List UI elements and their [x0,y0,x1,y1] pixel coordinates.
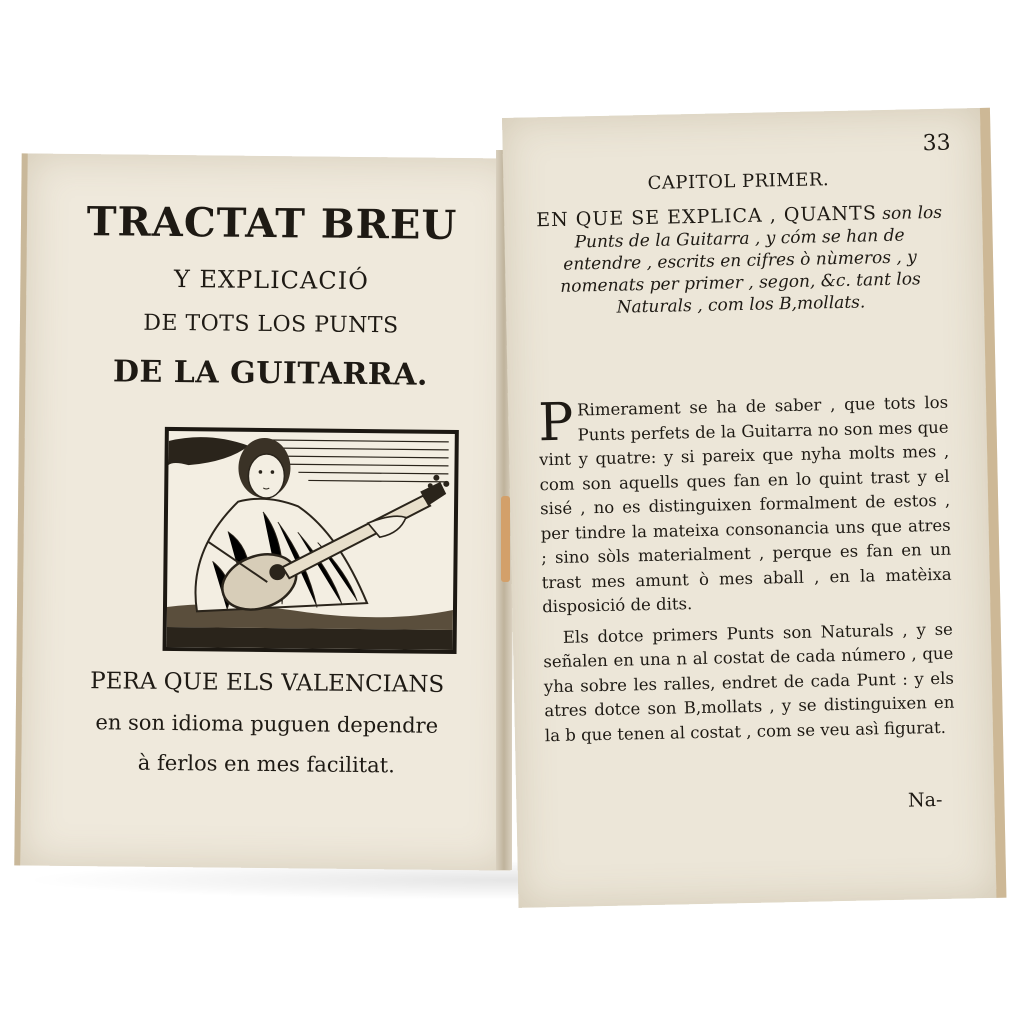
paragraph-2: Els dotce primers Punts son Naturals , y se señalen en una n al costat de cada número , que yha sobre les ralles, endret de cada Punt : y els atres dotce son B,mollats , y se distinguixen en la b que tenen al costat , com se veu asì figurat. [543,619,955,745]
title-line-3: DE TOTS LOS PUNTS [143,310,399,339]
chapter-heading-italic: son los Punts de la Guitarra , y cóm se han de entendre , escrits en cifres ò nùmeros , y nomenats per primer , segon, &c. tant los Naturals , com los B,mollats. [560,202,943,318]
chapter-heading [534,201,946,321]
book-title: TRACTAT BREU [86,198,458,249]
paragraph-1 [538,391,953,620]
woodcut-illustration [163,427,459,654]
page-number: 33 [922,130,951,157]
title-line-4: DE LA GUITARRA. [112,354,429,393]
drop-cap: P [537,392,575,454]
chapter-body [538,391,955,755]
title-line-2: Y EXPLICACIÓ [173,265,369,296]
purpose-line-3: à ferlos en mes facilitat. [137,750,395,778]
left-page [14,153,517,870]
chapter-title: CAPITOL PRIMER. [647,169,830,194]
purpose-line-1: PERA QUE ELS VALENCIANS [90,668,445,698]
catchword: Na- [907,788,943,812]
paragraph-1-text: Rimerament se ha de saber , que tots los Punts perfets de la Guitarra no son mes que vint y quatre: y si pareix que nyha molts mes , com son aquells ques fan en lo quint trast y el sisé , no es distinguixen formalment de estos , per tindre la mateixa consonancia uns que atres ; sino sòls materialment , perque es fan en un trast mes amunt ò mes aball , en la matèixa disposició de dits. [538,392,952,617]
binding-thread [501,496,510,582]
purpose-line-2: en son idioma puguen dependre [95,710,439,738]
guitar-player-engraving [167,431,455,650]
chapter-heading-caps: EN QUE SE EXPLICA , QUANTS [536,202,878,232]
right-page [502,108,1006,908]
